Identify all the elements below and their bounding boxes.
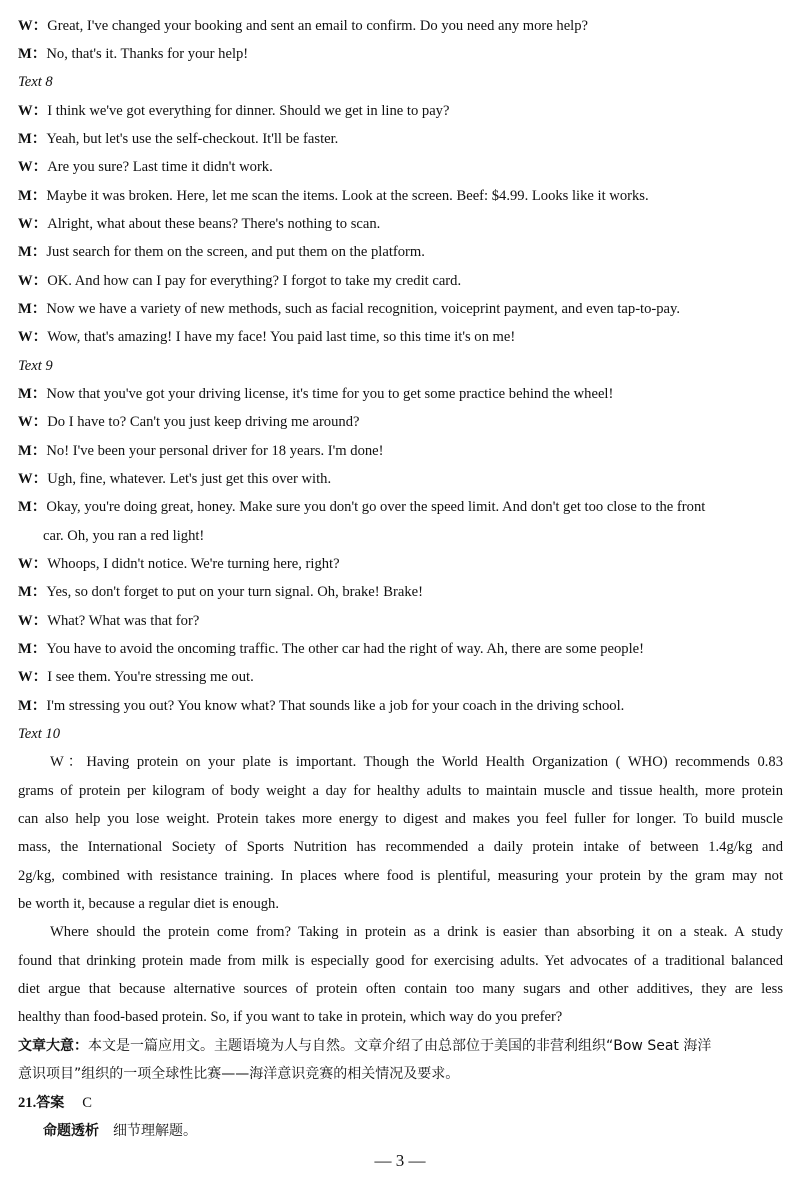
dialogue-line: W：Are you sure? Last time it didn't work. [18,159,273,175]
paragraph-line: 2g/kg, combined with resistance training. In places where food is plentiful, measuring your protein by the gram may not [18,868,783,884]
section-heading-text-8: Text 8 [18,74,53,90]
dialogue-line: M：Now that you've got your driving license, it's time for you to get some practice behind the wheel! [18,386,614,402]
dialogue-line: W：Alright, what about these beans? There's nothing to scan. [18,216,381,232]
dialogue-line: M：No, that's it. Thanks for your help! [18,46,249,62]
article-summary-continuation: 意识项目”组织的一项全球性比赛——海洋意识竞赛的相关情况及要求。 [18,1066,460,1082]
dialogue-line: M：Yes, so don't forget to put on your turn signal. Oh, brake! Brake! [18,584,423,600]
analysis-line: 命题透析 细节理解题。 [43,1123,197,1139]
paragraph-line: found that drinking protein made from milk is especially good for exercising adults. Yet advocates of a traditional balanced [18,953,783,969]
dialogue-line: M：You have to avoid the oncoming traffic. The other car had the right of way. Ah, there are some people! [18,641,644,657]
analysis-label: 命题透析 [43,1123,99,1139]
answer-value: C [82,1095,92,1111]
dialogue-line: W：Great, I've changed your booking and sent an email to confirm. Do you need any more help? [18,18,589,34]
section-heading-text-9: Text 9 [18,358,53,374]
dialogue-line: M：Now we have a variety of new methods, such as facial recognition, voiceprint payment, and even tap-to-pay. [18,301,681,317]
summary-label: 文章大意： [18,1038,88,1054]
answer-label: 答案 [36,1095,65,1111]
dialogue-line: W：What? What was that for? [18,613,200,629]
dialogue-line: W：OK. And how can I pay for everything? I forgot to take my credit card. [18,273,462,289]
article-summary: 文章大意：本文是一篇应用文。主题语境为人与自然。文章介绍了由总部位于美国的非营利组织“Bow Seat 海洋 [18,1038,712,1054]
dialogue-line: W：Do I have to? Can't you just keep driving me around? [18,414,360,430]
paragraph-line: Where should the protein come from? Taking in protein as a drink is easier than absorbing it on a steak. A study [50,924,783,940]
dialogue-line: M：Okay, you're doing great, honey. Make sure you don't go over the speed limit. And don't get too close to the front [18,499,706,515]
dialogue-line: W：I see them. You're stressing me out. [18,669,254,685]
dialogue-line: W：Ugh, fine, whatever. Let's just get this over with. [18,471,332,487]
dialogue-line: W：I think we've got everything for dinner. Should we get in line to pay? [18,103,450,119]
dialogue-line: M：Maybe it was broken. Here, let me scan the items. Look at the screen. Beef: $4.99. Looks like it works. [18,188,649,204]
section-heading-text-10: Text 10 [18,726,61,742]
dialogue-line: M：No! I've been your personal driver for 18 years. I'm done! [18,443,384,459]
dialogue-line: W：Whoops, I didn't notice. We're turning here, right? [18,556,340,572]
dialogue-line: M：Yeah, but let's use the self-checkout. It'll be faster. [18,131,339,147]
paragraph-line: diet argue that because alternative sources of protein often contain too many sugars and other additives, they are less [18,981,783,997]
dialogue-line-continuation: car. Oh, you ran a red light! [43,528,205,544]
paragraph-line: W：Having protein on your plate is important. Though the World Health Organization ( WHO) recommends 0.83 [50,754,783,770]
dialogue-line: M：I'm stressing you out? You know what? That sounds like a job for your coach in the driving school. [18,698,625,714]
paragraph-line: be worth it, because a regular diet is enough. [18,896,279,912]
paragraph-line: mass, the International Society of Sports Nutrition has recommended a daily protein intake of between 1.4g/kg and [18,839,783,855]
page-number: — 3 — [374,1151,426,1170]
paragraph-line: grams of protein per kilogram of body weight a day for healthy adults to maintain muscle and tissue health, more protein [18,783,783,799]
paragraph-line: healthy than food-based protein. So, if you want to take in protein, which way do you prefer? [18,1009,563,1025]
dialogue-line: W：Wow, that's amazing! I have my face! You paid last time, so this time it's on me! [18,329,516,345]
paragraph-line: can also help you lose weight. Protein takes more energy to digest and makes you feel fuller for longer. To build muscle [18,811,783,827]
dialogue-line: M：Just search for them on the screen, and put them on the platform. [18,244,425,260]
answer-line: 21.答案 C [18,1095,92,1111]
